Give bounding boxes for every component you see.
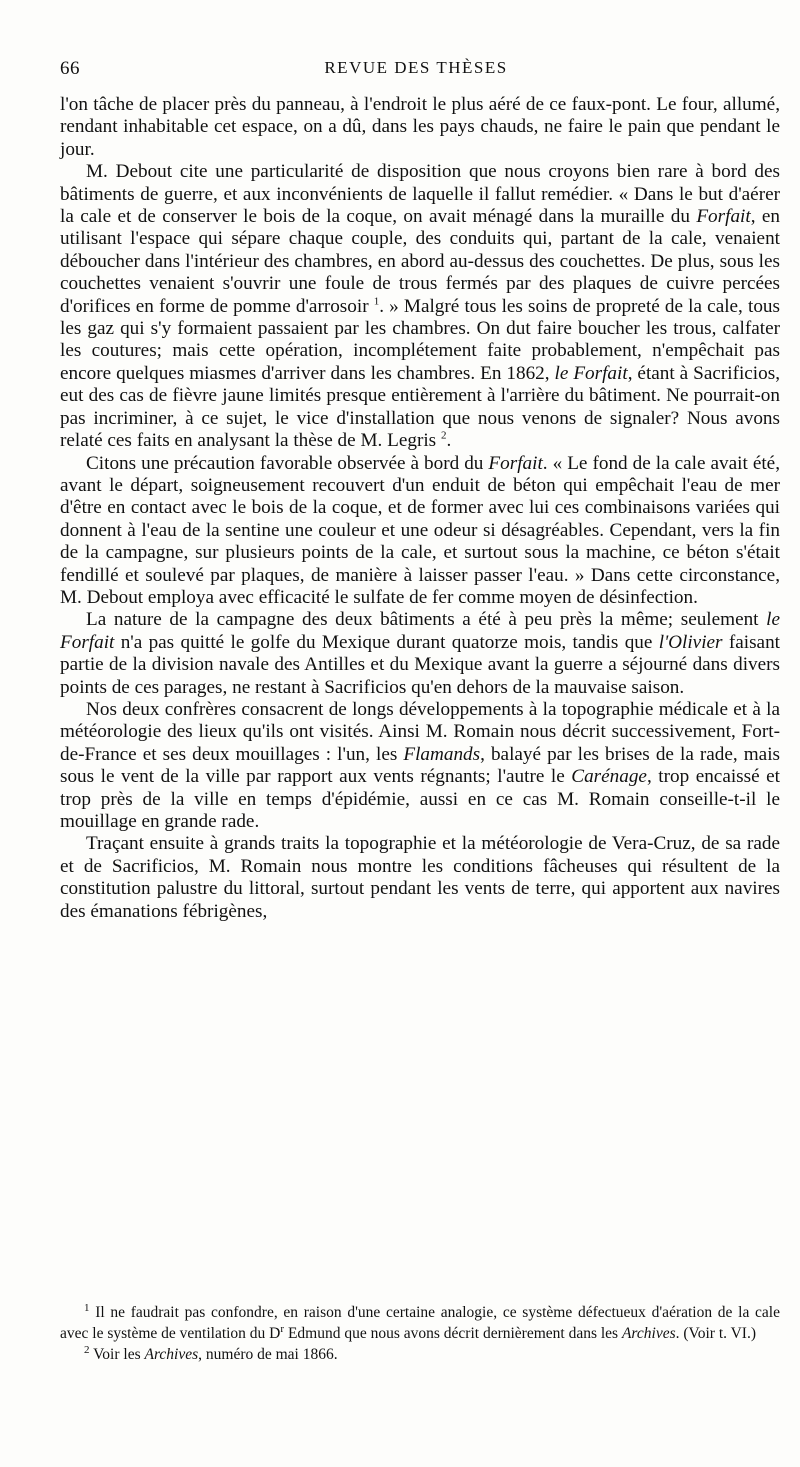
footnotes [60, 1302, 780, 1365]
text-run: . » Malgré tous les soins de propreté de la cale, tous les gaz qui s'y formaient passaient par les chambres. On dut faire boucher les trous, calfater les coutures; mais cette opération, incomplétement faite probablement, n'empêchait pas encore quelques miasmes d'arriver dans les chambres. En 1862, [60, 295, 780, 384]
footnote-ref: 1 [373, 295, 380, 308]
italic-text: le Forfait [554, 362, 628, 384]
text-run: Il ne faudrait pas confondre, en raison d'une certaine analogie, ce système défectueux d'aération de la cale avec le système de ventilation du D [60, 1304, 780, 1342]
text-run: , numéro de mai 1866. [198, 1346, 338, 1363]
footnote-ref: 2 [84, 1343, 90, 1356]
page-header [60, 58, 772, 84]
italic-text: Carénage [571, 766, 647, 788]
text-run: . [446, 430, 452, 452]
text-run: Nos deux confrères consacrent de longs développements à la topographie médicale et à la météorologie des lieux qu'ils ont visités. Ainsi M. Romain nous décrit successivement, Fort-de-France et ses deux mouillages : l'un, les [60, 698, 780, 765]
text-run: , trop encaissé et trop près de la ville en temps d'épidémie, aussi en ce cas M. Romain conseille-t-il le mouillage en grande rade. [60, 766, 780, 832]
footnote-ref: 1 [84, 1301, 90, 1314]
body-text [60, 94, 780, 923]
footnote [60, 1302, 780, 1344]
italic-text: le Forfait [60, 609, 780, 653]
text-run: M. Debout cite une particularité de disposition que nous croyons bien rare à bord des bâtiments de guerre, et aux inconvénients de laquelle il fallut remédier. « Dans le but d'aérer la cale et de conserver le bois de la coque, on avait ménagé dans la muraille du [60, 161, 780, 228]
footnote [60, 1344, 780, 1365]
text-run: La nature de la campagne des deux bâtiments a été à peu près la même; seulement [86, 609, 767, 631]
italic-text: Archives [144, 1346, 199, 1363]
italic-text: Forfait [696, 206, 751, 228]
paragraph [60, 161, 780, 452]
paragraph [60, 699, 780, 833]
text-run: . « Le fond de la cale avait été, avant le départ, soigneusement recouvert d'un enduit de béton qui empêchait l'eau de mer d'être en contact avec le bois de la coque, et de former avec lui ces combinaisons variées qui donnent à l'eau de la sentine une couleur et une odeur si désagréables. Cependant, vers la fin de la campagne, sur plusieurs points de la cale, et surtout sous la machine, ce béton s'était fendillé et soulevé par plaques, de manière à laisser passer l'eau. » Dans cette circonstance, M. Debout employa avec efficacité le sulfate de fer comme moyen de désinfection. [60, 452, 780, 608]
text-run: , étant à Sacrificios, eut des cas de fièvre jaune limités presque entièrement à l'arrière du bâtiment. Ne pourrait-on pas incriminer, à ce sujet, le vice d'installation que nous venons de signaler? Nous avons relaté ces faits en analysant la thèse de M. Legris [60, 362, 780, 452]
text-run: Citons une précaution favorable observée à bord du [86, 452, 489, 474]
paragraph [60, 833, 780, 923]
text-run: , balayé par les brises de la rade, mais sous le vent de la ville par rapport aux vents régnants; l'autre le [60, 743, 780, 788]
italic-text: Flamands [403, 743, 481, 765]
italic-text: Archives [621, 1325, 676, 1342]
text-run: . (Voir t. VI.) [675, 1325, 756, 1342]
text-run: l'on tâche de placer près du panneau, à l'endroit le plus aéré de ce faux-pont. Le four, allumé, rendant inhabitable cet espace, on a dû, dans les pays chauds, ne faire le pain que pendant le jour. [60, 94, 780, 160]
running-title: REVUE DES THÈSES [324, 58, 508, 77]
text-run: faisant partie de la division navale des Antilles et du Mexique avant la guerre a séjourné dans divers points de ces parages, ne restant à Sacrificios qu'en dehors de la mauvaise saison. [60, 631, 780, 698]
text-run: Traçant ensuite à grands traits la topographie et la météorologie de Vera-Cruz, de sa rade et de Sacrificios, M. Romain nous montre les conditions fâcheuses qui résultent de la constitution palustre du littoral, surtout pendant les vents de terre, qui apportent aux navires des émanations fébrigènes, [60, 833, 780, 922]
text-run: Voir les [89, 1346, 145, 1363]
text-run: , en utilisant l'espace qui sépare chaque couple, des conduits qui, partant de la cale, venaient déboucher dans l'intérieur des chambres, en abord au-dessus des couchettes. De plus, sous les couchettes venaient s'ouvrir une foule de trous fermés par des plaques de cuivre percées d'orifices en forme de pomme d'arrosoir [60, 206, 780, 317]
footnote-ref: r [280, 1322, 285, 1335]
paragraph [60, 609, 780, 699]
paragraph [60, 453, 780, 610]
text-run: n'a pas quitté le golfe du Mexique durant quatorze mois, tandis que [114, 631, 659, 653]
italic-text: Forfait [488, 452, 543, 474]
paragraph [60, 94, 780, 161]
footnote-ref: 2 [440, 429, 447, 442]
text-run: Edmund que nous avons décrit dernièrement dans les [284, 1325, 622, 1342]
italic-text: l'Olivier [658, 631, 723, 653]
page-number: 66 [60, 58, 80, 79]
